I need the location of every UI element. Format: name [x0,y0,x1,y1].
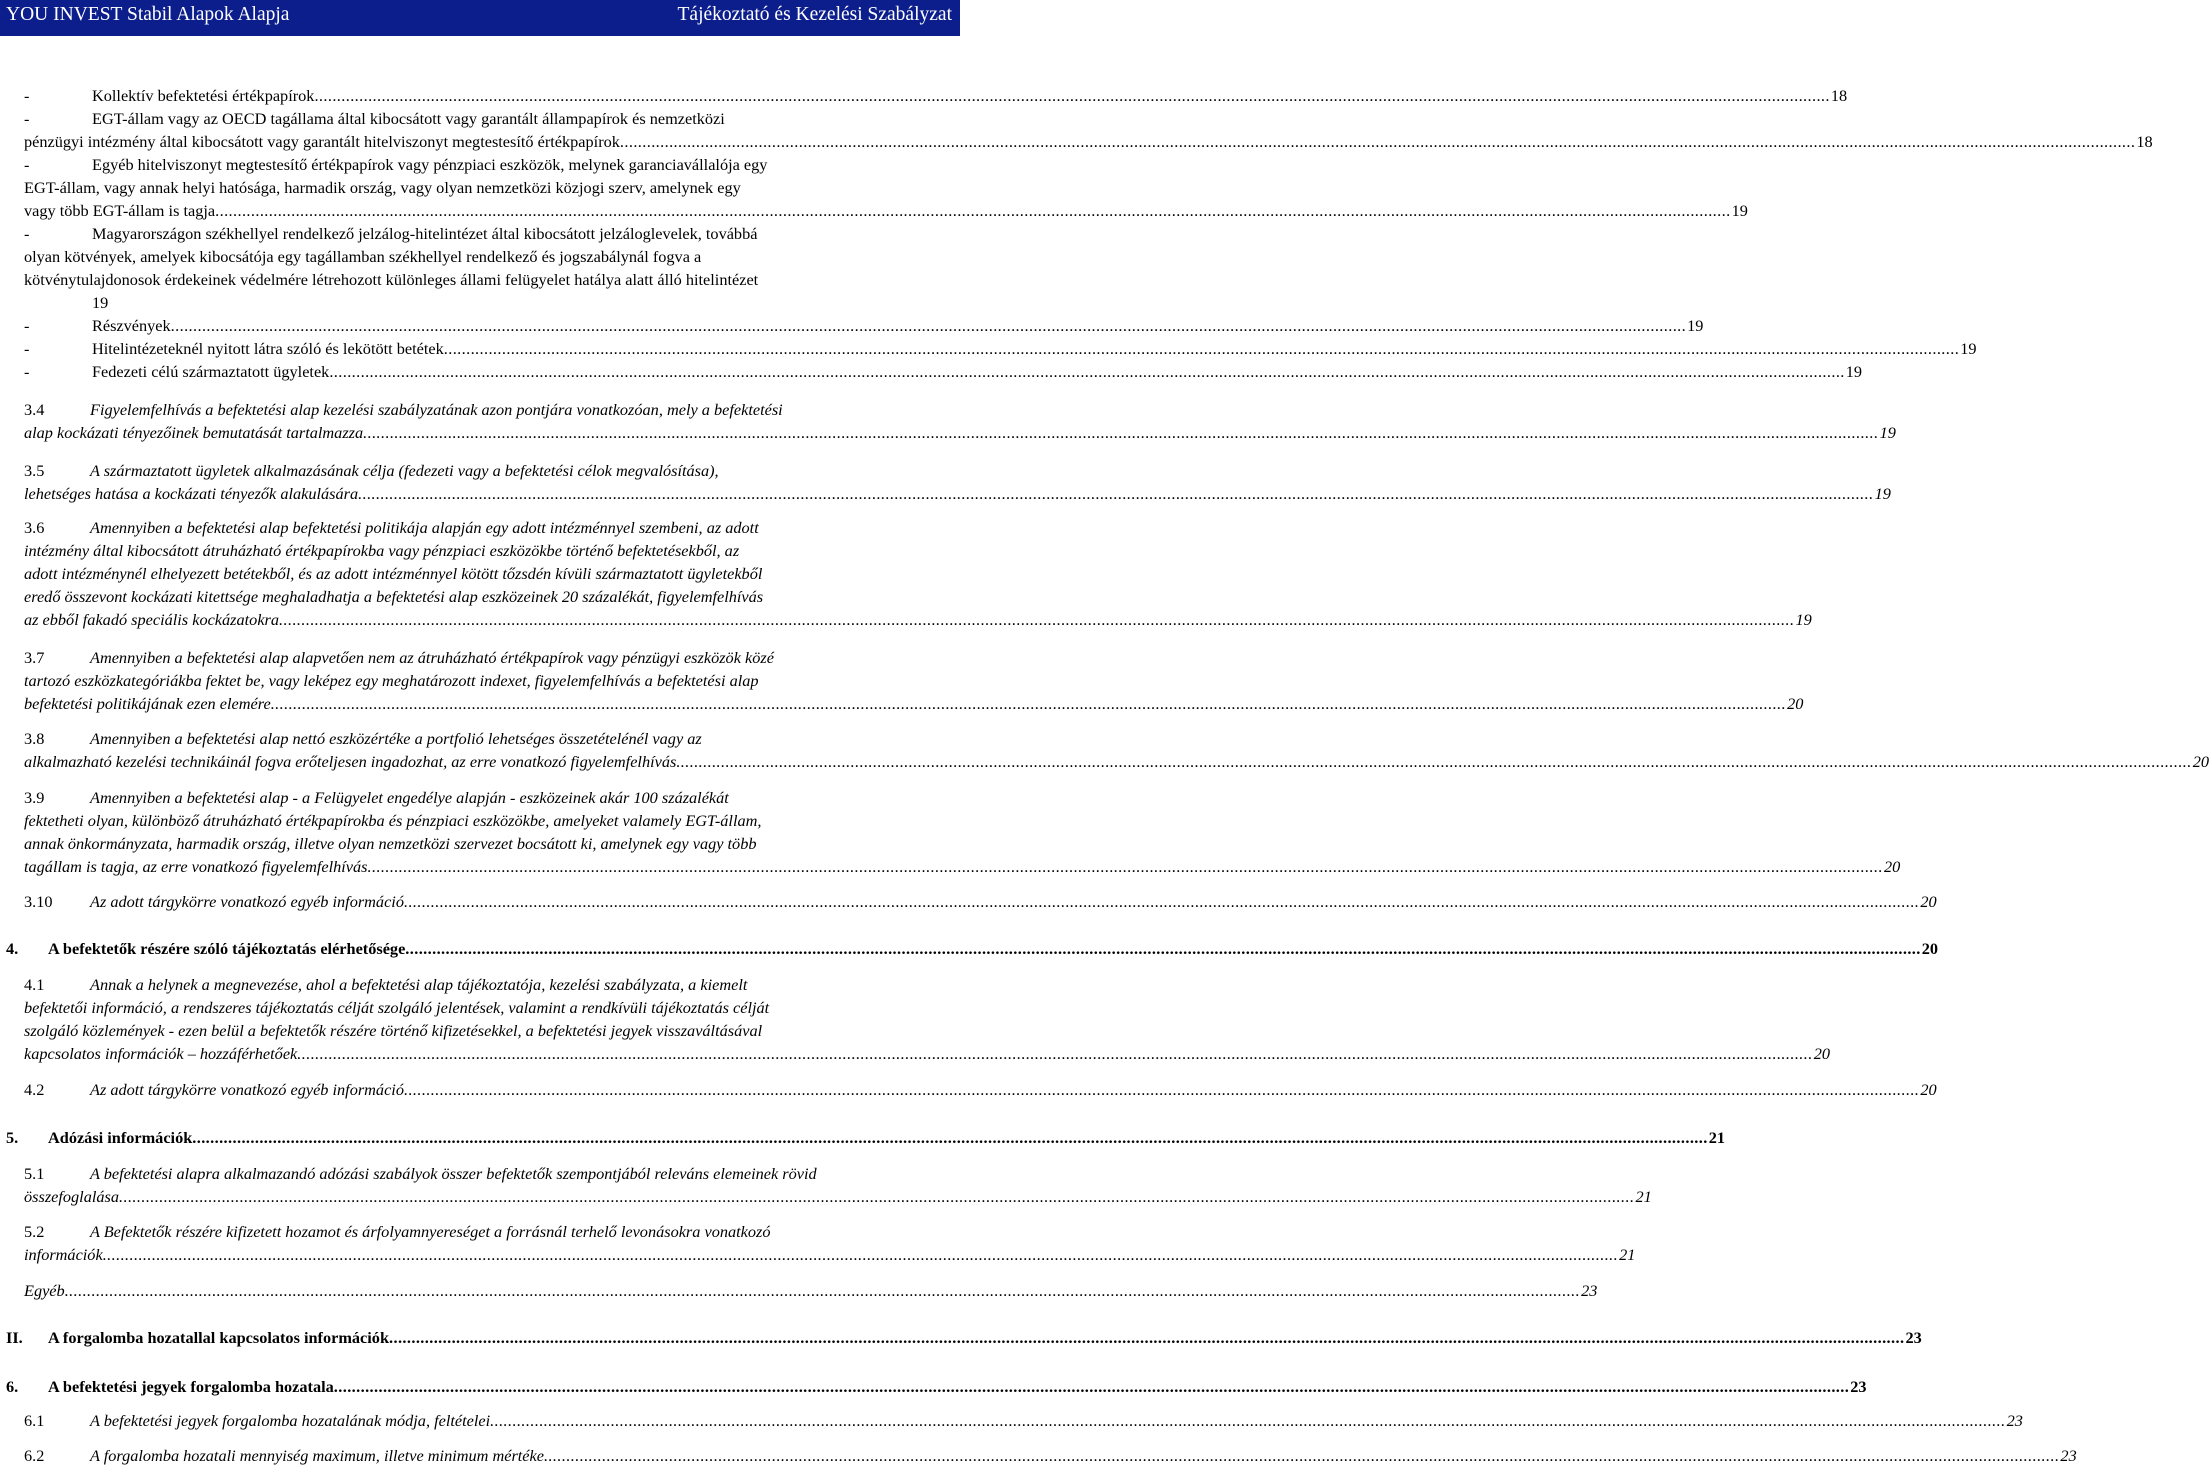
toc-heading-5[interactable]: 5. Adózási információk ..... 21 [6,1126,962,1149]
toc-entry-title: EGT-állam vagy az OECD tagállama által kibocsátott vagy garantált állampapírok és nemzetközi [92,109,725,128]
toc-entry-title-cont: alap kockázati tényezőinek bemutatását tartalmazza [24,423,364,443]
toc-entry-3-7[interactable]: 3.7 Amennyiben a befektetési alap alapvetően nem az átruházható értékpapírok vagy pénzügyi eszközök közé tartozó eszközkategóriákba fektet be, vagy leképez egy meghatározott indexet, figyelemfelhívás a befektetési alap befektetési politikájának ezen elemére ..... 20 [24,646,962,715]
toc-page-number: 21 [1708,1128,1725,1147]
toc-entry-title: Egyéb [24,1281,65,1300]
toc-entry-3-8[interactable]: 3.8 Amennyiben a befektetési alap nettó eszközértéke a portfolió lehetséges összetételénél vagy az alkalmazható kezelési technikáinál fogva erőteljesen ingadozhat, az erre vonatkozó figyelemfelhívás ..... 20 [24,727,962,773]
toc-page-number: 20 [1883,857,1901,877]
toc-entry-title-cont: alkalmazható kezelési technikáinál fogva erőteljesen ingadozhat, az erre vonatkozó figyelemfelhívás [24,752,677,772]
toc-entry-3-5[interactable]: 3.5 A származtatott ügyletek alkalmazásának célja (fedezeti vagy a befektetési célok megvalósítása), lehetséges hatása a kockázati tényezők alakulására ..... 19 [24,459,962,505]
toc-entry-title-cont: vagy több EGT-állam is tagja [24,201,216,221]
toc-entry-4-2[interactable]: 4.2 Az adott tárgykörre vonatkozó egyéb információ ..... 20 [24,1078,962,1101]
toc-page-number: 23 [2060,1446,2077,1465]
toc-entry-title: A forgalomba hozatali mennyiség maximum, illetve minimum mértéke [90,1446,544,1465]
toc-heading-6[interactable]: 6. A befektetési jegyek forgalomba hozatala ..... 23 [6,1375,962,1398]
toc-entry-title: A befektetési alapra alkalmazandó adózási szabályok összer befektetők szempontjából releváns elemeinek rövid [90,1164,817,1183]
toc-page-number: 21 [1635,1187,1652,1207]
toc-entry-title-cont: eredő összevont kockázati kitettsége meghaladhatja a befektetési alap eszközeinek 20 százalékát, figyelemfelhívás [24,587,764,607]
toc-heading-title: A forgalomba hozatallal kapcsolatos információk [48,1328,389,1347]
toc-page-number: 19 [1845,362,1863,381]
toc-entry-5-2[interactable]: 5.2 A Befektetők részére kifizetett hozamot és árfolyamnyereséget a forrásnál terhelő levonásokra vonatkozó információk ..... 21 [24,1220,962,1266]
toc-entry-title: Hitelintézeteknél nyitott látra szóló és lekötött betétek [92,339,444,358]
toc-entry-title: Amennyiben a befektetési alap alapvetően nem az átruházható értékpapírok vagy pénzügyi eszközök közé [90,648,774,667]
toc-entry-fedezeti[interactable]: - Fedezeti célú származtatott ügyletek ..... 19 [24,360,962,383]
toc-entry-title: Fedezeti célú származtatott ügyletek [92,362,330,381]
toc-heading-title: A befektetési jegyek forgalomba hozatala [48,1377,334,1396]
toc-page-number: 23 [2006,1411,2023,1430]
toc-entry-title: Az adott tárgykörre vonatkozó egyéb információ [90,1080,404,1099]
toc-entry-title-cont: az ebből fakadó speciális kockázatokra [24,610,280,630]
toc-entry-title-cont: kötvénytulajdonosok érdekeinek védelmére létrehozott különleges állami felügyelet hatálya alatt álló hitelintézet [24,270,759,290]
toc-page-number: 19 [1960,339,1977,358]
toc-page-number: 20 [1921,939,1939,958]
toc-entry-betetek[interactable]: - Hitelintézeteknél nyitott látra szóló és lekötött betétek ..... 19 [24,337,962,360]
toc-entry-title-cont: olyan kötvények, amelyek kibocsátója egy tagállamban székhellyel rendelkező és jogszabálynál fogva a [24,247,702,267]
toc-page-number: 18 [1830,86,1848,105]
toc-entry-title: Amennyiben a befektetési alap - a Felügyelet engedélye alapján - eszközeinek akár 100 százalékát [90,788,729,807]
toc-heading-title: A befektetők részére szóló tájékoztatás elérhetősége [48,939,406,958]
page-header [0,0,960,36]
toc-page-number: 19 [92,293,109,313]
toc-entry-title-cont: intézmény által kibocsátott átruházható értékpapírokba vagy pénzpiaci eszközökbe történő befektetésekből, az [24,541,740,561]
toc-page-number: 18 [2136,132,2153,152]
toc-entry-title: A származtatott ügyletek alkalmazásának célja (fedezeti vagy a befektetési célok megvalósítása), [90,461,719,480]
toc-entry-title-cont: információk [24,1245,103,1265]
toc-heading-4[interactable]: 4. A befektetők részére szóló tájékoztatás elérhetősége ..... 20 [6,937,962,960]
toc-page-number: 23 [1581,1281,1598,1300]
toc-entry-title: Kollektív befektetési értékpapírok [92,86,315,105]
toc-entry-title-cont: EGT-állam, vagy annak helyi hatósága, harmadik ország, vagy olyan nemzetközi közjogi szerv, amelynek egy [24,178,741,198]
toc-page-number: 20 [2192,752,2209,772]
toc-page-number: 20 [1787,694,1804,714]
toc-page-number: 19 [1731,201,1748,221]
toc-entry-6-1[interactable]: 6.1 A befektetési jegyek forgalomba hozatalának módja, feltételei ..... 23 [24,1409,962,1432]
toc-entry-title-cont: annak önkormányzata, harmadik ország, illetve olyan nemzetközi szervezet bocsátott ki, amelynek egy vagy több [24,834,757,854]
toc-entry-title-cont: pénzügyi intézmény által kibocsátott vagy garantált hitelviszonyt megtestesítő értékpapírok [24,132,620,152]
toc-page-number: 19 [1879,423,1896,443]
header-document-name: YOU INVEST Stabil Alapok Alapja [6,4,290,25]
toc-entry-title-cont: fektetheti olyan, különböző átruházható értékpapírokba és pénzpiaci eszközökbe, amelyeket valamely EGT-állam, [24,811,762,831]
toc-entry-title-cont: szolgáló közlemények - ezen belül a befektetők részére történő kifizetésekkel, a befektetési jegyek visszaváltásával [24,1021,763,1041]
toc-entry-6-2[interactable]: 6.2 A forgalomba hozatali mennyiség maximum, illetve minimum mértéke ..... 23 [24,1444,962,1467]
toc-entry-title: A befektetési jegyek forgalomba hozatalának módja, feltételei [90,1411,491,1430]
toc-entry-title: A Befektetők részére kifizetett hozamot és árfolyamnyereséget a forrásnál terhelő levonásokra vonatkozó [90,1222,771,1241]
toc-entry-title: Amennyiben a befektetési alap nettó eszközértéke a portfolió lehetséges összetételénél vagy az [90,729,702,748]
toc-entry-title: Magyarországon székhellyel rendelkező jelzálog-hitelintézet által kibocsátott jelzáloglevelek, továbbá [92,224,758,243]
toc-page-number: 19 [1874,484,1891,504]
toc-entry-title-cont: tagállam is tagja, az erre vonatkozó figyelemfelhívás [24,857,368,877]
toc-entry-title-cont: adott intézménynél elhelyezett betétekből, és az adott intézménnyel kötött tőzsdén kívüli származtatott ügyletekből [24,564,763,584]
toc-entry-3-9[interactable]: 3.9 Amennyiben a befektetési alap - a Felügyelet engedélye alapján - eszközeinek akár 100 százalékát fektetheti olyan, különböző átruházható értékpapírokba és pénzpiaci eszközökbe, amelyeket valamely EGT-állam, annak önkormányzata, harmadik ország, illetve olyan nemzetközi szervezet bocsátott ki, amelynek egy vagy több tagállam is tagja, az erre vonatkozó figyelemfelhívás ..... 20 [24,786,962,878]
toc-entry-egyeb-hitelviszony[interactable]: - Egyéb hitelviszonyt megtestesítő értékpapírok vagy pénzpiaci eszközök, melynek garanciavállalója egy EGT-állam, vagy annak helyi hatósága, harmadik ország, vagy olyan nemzetközi közjogi szerv, amelynek egy vagy több EGT-állam is tagja ..... 19 [24,153,962,222]
toc-entry-egt-allampapirok[interactable]: - EGT-állam vagy az OECD tagállama által kibocsátott vagy garantált állampapírok és nemzetközi pénzügyi intézmény által kibocsátott vagy garantált hitelviszonyt megtestesítő értékpapírok ..... 18 [24,107,962,153]
toc-entry-title-cont: tartozó eszközkategóriákba fektet be, vagy leképez egy meghatározott indexet, figyelemfelhívás a befektetési alap [24,671,759,691]
toc-entry-title-cont: összefoglalása [24,1187,119,1207]
toc-entry-5-1[interactable]: 5.1 A befektetési alapra alkalmazandó adózási szabályok összer befektetők szempontjából releváns elemeinek rövid összefoglalása ..... 21 [24,1162,962,1208]
toc-page-number: 21 [1619,1245,1636,1265]
toc-entry-title-cont: befektetési politikájának ezen elemére [24,694,271,714]
toc-entry-title: Amennyiben a befektetési alap befektetési politikája alapján egy adott intézménnyel szembeni, az adott [90,518,759,537]
toc-entry-reszvenyek[interactable]: - Részvények ..... 19 [24,314,962,337]
toc-entry-title-cont: kapcsolatos információk – hozzáférhetőek [24,1044,298,1064]
toc-page-number: 20 [1920,892,1937,911]
toc-entry-kollektiv[interactable]: - Kollektív befektetési értékpapírok ..... 18 [24,84,962,107]
toc-entry-3-4[interactable]: 3.4 Figyelemfelhívás a befektetési alap kezelési szabályzatának azon pontjára vonatkozóan, mely a befektetési alap kockázati tényezőinek bemutatását tartalmazza ..... 19 [24,398,962,444]
toc-heading-title: Adózási információk [48,1128,193,1147]
toc-entry-title: Annak a helynek a megnevezése, ahol a befektetési alap tájékoztatója, kezelési szabályzata, a kiemelt [90,975,748,994]
toc-entry-title: Részvények [92,316,171,335]
header-document-type: Tájékoztató és Kezelési Szabályzat [677,4,952,25]
toc-entry-egyeb[interactable] [24,1279,1598,1302]
toc-entry-title: Az adott tárgykörre vonatkozó egyéb információ [90,892,404,911]
toc-entry-title-cont: befektetői információ, a rendszeres tájékoztatás célját szolgáló jelentések, valamint a rendkívüli tájékoztatás célját [24,998,770,1018]
toc-page-number: 23 [1850,1377,1867,1396]
toc-page-number: 20 [1920,1080,1937,1099]
toc-entry-3-6[interactable]: 3.6 Amennyiben a befektetési alap befektetési politikája alapján egy adott intézménnyel szembeni, az adott intézmény által kibocsátott átruházható értékpapírokba vagy pénzpiaci eszközökbe történő befektetésekből, az adott intézménynél elhelyezett betétekből, és az adott intézménnyel kötött tőzsdén kívüli származtatott ügyletekből eredő összevont kockázati kitettsége meghaladhatja a befektetési alap eszközeinek 20 százalékát, figyelemfelhívás az ebből fakadó speciális kockázatokra ..... 19 [24,516,962,631]
toc-entry-4-1[interactable]: 4.1 Annak a helynek a megnevezése, ahol a befektetési alap tájékoztatója, kezelési szabályzata, a kiemelt befektetői információ, a rendszeres tájékoztatás célját szolgáló jelentések, valamint a rendkívüli tájékoztatás célját szolgáló közlemények - ezen belül a befektetők részére történő kifizetésekkel, a befektetési jegyek visszaváltásával kapcsolatos információk – hozzáférhetőek ..... 20 [24,973,962,1065]
toc-entry-title: Egyéb hitelviszonyt megtestesítő értékpapírok vagy pénzpiaci eszközök, melynek garanciavállalója egy [92,155,768,174]
toc-entry-title: Figyelemfelhívás a befektetési alap kezelési szabályzatának azon pontjára vonatkozóan, mely a befektetési [90,400,783,419]
toc-page-number: 20 [1813,1044,1830,1064]
toc-page-number: 19 [1795,610,1812,630]
toc-page-number: 19 [1687,316,1704,335]
toc-entry-jelzaloglevelek[interactable]: - Magyarországon székhellyel rendelkező jelzálog-hitelintézet által kibocsátott jelzáloglevelek, továbbá olyan kötvények, amelyek kibocsátója egy tagállamban székhellyel rendelkező és jogszabálynál fogva a kötvénytulajdonosok érdekeinek védelmére létrehozott különleges állami felügyelet hatálya alatt álló hitelintézet 19 [24,222,962,314]
toc-entry-title-cont: lehetséges hatása a kockázati tényezők alakulására [24,484,359,504]
toc-heading-II[interactable]: II. A forgalomba hozatallal kapcsolatos információk ..... 23 [6,1326,962,1349]
toc-page-number: 23 [1905,1328,1922,1347]
toc-entry-3-10[interactable]: 3.10 Az adott tárgykörre vonatkozó egyéb információ ..... 20 [24,890,962,913]
